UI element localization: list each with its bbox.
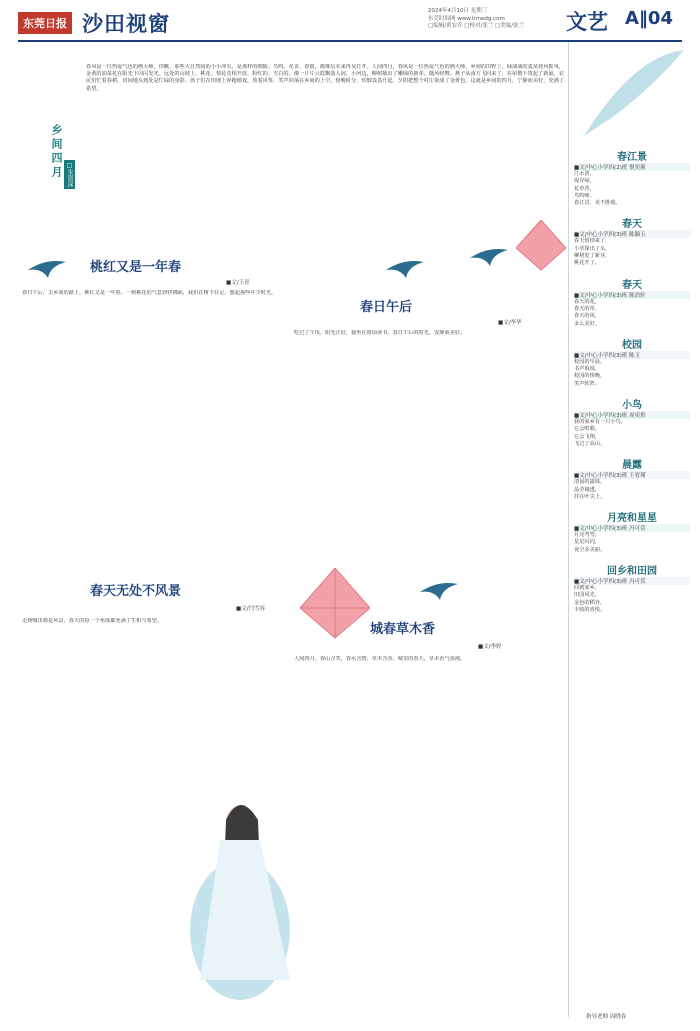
poem-line: 校园的早晨，: [574, 358, 606, 365]
poem-line: 校园的傍晚，: [574, 373, 606, 380]
poem-line: 星星闪闪，: [574, 539, 600, 546]
article-body: 走到哪里都是风景，春天的每一个角落都充满了生机与希望。: [22, 618, 163, 624]
poem-body: [574, 532, 690, 554]
article-title: 城春草木香: [370, 622, 436, 637]
poem-line: 堤岸绿，: [574, 178, 595, 185]
sidebar-poem: [574, 396, 690, 448]
sidebar-poem: [574, 215, 690, 267]
poem-line: 春天的风，: [574, 313, 600, 320]
poem-line: 柳树发了新芽，: [574, 253, 611, 260]
swallow-icon: [420, 580, 460, 602]
footer-note: 指导老师 周晓春: [586, 1014, 627, 1020]
newspaper-logo: 东莞日报: [18, 12, 72, 34]
poem-title: 小鸟: [622, 400, 642, 412]
poem-line: 鸟鸣啼。: [574, 192, 595, 199]
poem-author: ■文/中心小学四(3)班 冯可萱: [574, 577, 690, 585]
poem-author: ■文/中心小学四(3)班 陈颖玉: [574, 230, 690, 238]
poem-line: 桃花开了。: [574, 260, 600, 267]
poem-line: 春天的花，: [574, 298, 600, 305]
section-title: 文艺: [566, 10, 608, 34]
swallow-icon: [28, 258, 68, 280]
poem-title: 晨露: [622, 460, 642, 472]
poem-line: 丰收的喜悦。: [574, 606, 606, 613]
poem-line: 挂在叶尖上。: [574, 493, 606, 500]
article-body: 吃过了午饭，阳光正好，我坐在窗前读书，春日午后的时光，安静而美好。: [294, 330, 466, 336]
poem-line: 我的家乡有一只小鸟，: [574, 419, 626, 426]
intro-title: 乡间四月: [50, 124, 63, 180]
intro-author: □朱贺深: [66, 162, 73, 187]
header-meta: [428, 8, 558, 31]
poem-line: 它会唱歌，: [574, 426, 600, 433]
sidebar-poem: [574, 336, 690, 388]
poem-line: 春江景，美不胜收。: [574, 200, 621, 207]
header-credits: □编辑/黄安乔 □校对/张兰 □美编/张兰: [428, 23, 525, 29]
article-author: ■文/李婷: [478, 644, 502, 650]
page-number: A‖04: [625, 8, 673, 29]
poem-title: 回乡和田园: [607, 566, 657, 578]
poem-author: ■文/中心小学四(3)班 王宥瑾: [574, 471, 690, 479]
sidebar-poem: [574, 562, 690, 614]
kite-icon: [516, 220, 566, 280]
poem-line: 夜空多美丽。: [574, 546, 606, 553]
intro-body: 春风是一位热爱气色的画大师，你瞧，那些大自然间的小小冲尖，是那样的细致；鸟鸣、花香、春雨，都像信未来得及打开。人间四月，春风是一位热爱气色的画大师，乡间的田野上，绿油油的麦苗迎风摇曳，金黄的油菜花在阳光下闪闪发光。远处的山坡上，桃花、梨花竞相开放，粉红的、雪白的，像一片片云霞飘落人间。小河边，柳树抽出了嫩绿的新芽，随风轻舞。燕子从南方飞回来了，在屋檐下筑起了新巢。农民们忙着春耕，田间地头到处是忙碌的身影。孩子们在田埂上奔跑嬉戏，放着风筝，笑声回荡在乡间的上空。傍晚时分，炊烟袅袅升起，夕阳把整个村庄染成了金黄色。这就是乡间的四月，宁静而美好，充满了希望。: [86, 64, 564, 92]
article-author: ■文/李华: [498, 320, 522, 326]
poem-line: 飞过了高山。: [574, 440, 606, 447]
article-author: ■文/王青: [226, 280, 250, 286]
poem-author: ■文/中心小学四(3)班 冯可萱: [574, 524, 690, 532]
poem-line: 花草香，: [574, 185, 595, 192]
poem-body: [574, 479, 690, 501]
poem-line: 小草探出了头，: [574, 245, 611, 252]
poem-line: 笑声阵阵。: [574, 380, 600, 387]
poem-body: [574, 359, 690, 388]
header-rule: [18, 40, 682, 42]
header-site: 东莞时间网 www.timedg.com: [428, 15, 505, 22]
poem-line: 多么美好。: [574, 320, 600, 327]
poem-title: 春天: [622, 279, 642, 291]
poem-body: [574, 299, 690, 328]
feather-illustration: [574, 46, 690, 142]
sidebar-poem: [574, 148, 690, 207]
poem-line: 春天悄悄来了，: [574, 238, 611, 245]
swallow-icon: [386, 258, 426, 280]
article-title: 桃红又是一年春: [90, 260, 182, 275]
poem-author: ■文/中心小学四(2)班 倪奕浙: [574, 163, 690, 171]
article-title: 春天无处不风景: [90, 584, 182, 599]
article-title: 春日午后: [360, 300, 413, 315]
poem-author: ■文/中心小学四(3)班 陈玉: [574, 351, 690, 359]
poem-line: 清晨的露珠，: [574, 479, 606, 486]
poem-body: [574, 171, 690, 207]
poem-line: 回到家乡，: [574, 585, 600, 592]
poem-line: 江水清，: [574, 171, 595, 177]
header-date: 2024年4月10日 星期三: [428, 8, 488, 14]
poem-title: 月亮和星星: [607, 513, 657, 525]
poem-author: ■文/中心小学四(3)班 周奕彤: [574, 411, 690, 419]
poem-line: 春天的草，: [574, 305, 600, 312]
poem-line: 书声琅琅，: [574, 366, 600, 373]
poem-line: 它会飞翔，: [574, 433, 600, 440]
article-body: 人间四月，春山含笑，春水含情，草木含香。城里的春天，草木香气弥漫。: [294, 656, 466, 662]
sidebar: [574, 148, 690, 1018]
kite-icon: [300, 568, 370, 648]
poem-body: [574, 419, 690, 448]
sidebar-poem: [574, 276, 690, 328]
poem-title: 春江景: [617, 152, 647, 163]
poem-line: 金色的稻谷，: [574, 599, 606, 606]
poem-author: ■文/中心小学四(3)班 陈浩轩: [574, 291, 690, 299]
poem-line: 田园风光，: [574, 592, 600, 599]
sidebar-poem: [574, 509, 690, 554]
poem-line: 晶莹剔透，: [574, 486, 600, 493]
column-title: 沙田视窗: [82, 12, 170, 36]
poem-title: 校园: [622, 339, 642, 351]
poem-body: [574, 585, 690, 614]
article-author: ■文/闫雪容: [236, 606, 266, 612]
sidebar-poem: [574, 456, 690, 501]
article-body: 春日午后，去乡间的路上，桃红又是一年春。一树桃花的气息轻轻拂面，我们在树下驻足，想起那些年少时光。: [22, 290, 277, 296]
sidebar-decoration: [574, 46, 690, 142]
sidebar-divider: [568, 42, 569, 1017]
swallow-icon: [470, 246, 510, 268]
poem-title: 春天: [622, 219, 642, 231]
poem-body: [574, 238, 690, 267]
poem-line: 月亮弯弯，: [574, 532, 600, 539]
girl-illustration: [160, 780, 310, 1010]
